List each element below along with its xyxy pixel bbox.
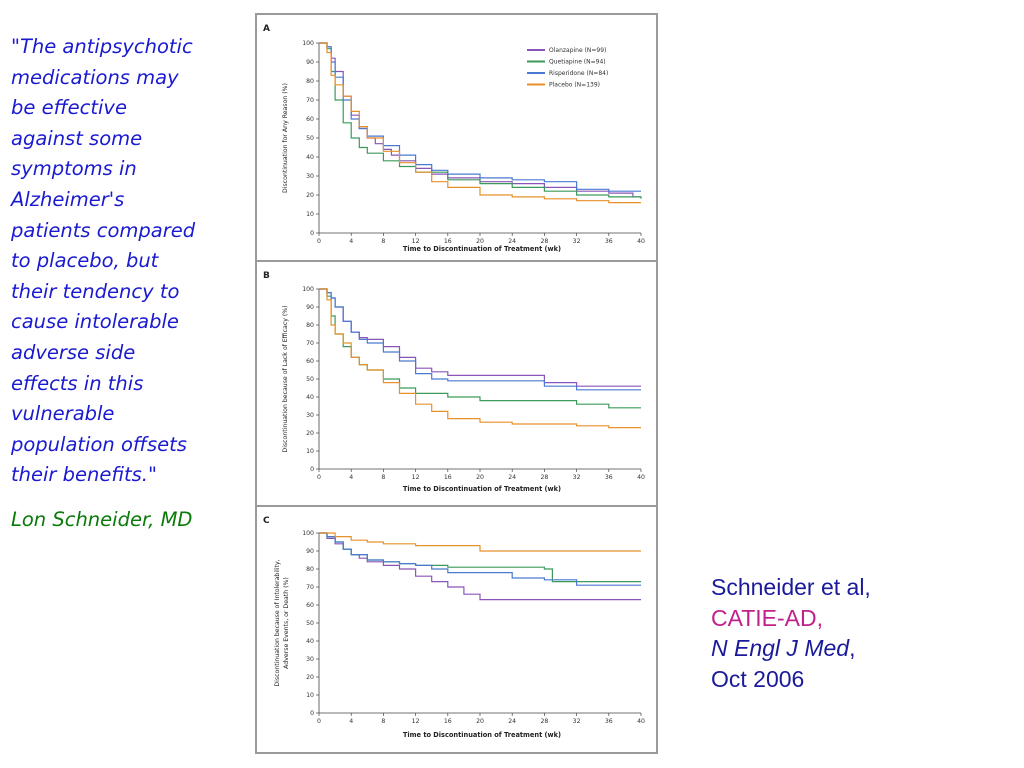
x-tick-label: 32 — [572, 474, 581, 481]
y-tick-label: 70 — [306, 340, 314, 348]
y-tick-label: 90 — [306, 548, 314, 556]
survival-figure — [255, 13, 658, 754]
quote-line: be effective — [11, 96, 127, 120]
chart-panel-a — [257, 15, 656, 260]
chart-panel-c — [257, 507, 656, 752]
quote-line: to placebo, but — [11, 249, 159, 273]
quote-line: population offsets — [11, 432, 187, 456]
x-tick-label: 40 — [637, 474, 645, 481]
y-tick-label: 70 — [306, 97, 314, 105]
y-tick-label: 0 — [310, 230, 314, 238]
x-tick-label: 28 — [540, 718, 549, 725]
x-tick-label: 12 — [411, 238, 420, 245]
x-tick-label: 32 — [572, 238, 581, 245]
legend-label: Placebo (N=139) — [549, 81, 600, 89]
x-tick-label: 0 — [317, 238, 321, 245]
legend-label: Quetiapine (N=94) — [549, 58, 606, 66]
y-tick-label: 70 — [306, 584, 314, 592]
y-tick-label: 30 — [306, 656, 314, 664]
quote-line: vulnerable — [11, 402, 115, 426]
x-tick-label: 12 — [411, 718, 420, 725]
panel-label: B — [263, 271, 270, 281]
x-tick-label: 20 — [476, 474, 484, 481]
citation-journal-line — [711, 633, 871, 664]
y-tick-label: 0 — [310, 466, 314, 474]
y-axis-label: Discontinuation because of Lack of Efficacy (%) — [282, 305, 289, 453]
legend-label: Olanzapine (N=99) — [549, 47, 607, 55]
y-tick-label: 10 — [306, 211, 314, 219]
quote-line: "The antipsychotic — [11, 35, 193, 58]
x-tick-label: 16 — [443, 474, 452, 481]
quote-line: cause intolerable — [11, 310, 179, 334]
y-tick-label: 100 — [302, 286, 314, 294]
y-tick-label: 60 — [306, 358, 314, 366]
x-tick-label: 8 — [381, 718, 386, 725]
x-tick-label: 4 — [349, 474, 354, 481]
panel-label: A — [263, 24, 270, 34]
quote-line: symptoms in — [11, 157, 137, 181]
x-axis-label: Time to Discontinuation of Treatment (wk) — [402, 245, 562, 253]
x-tick-label: 32 — [572, 718, 581, 725]
y-tick-label: 80 — [306, 322, 314, 330]
quote-line: their tendency to — [11, 279, 180, 303]
y-tick-label: 0 — [310, 710, 314, 718]
x-tick-label: 28 — [540, 474, 549, 481]
y-tick-label: 20 — [306, 430, 314, 438]
x-tick-label: 24 — [508, 718, 517, 725]
y-tick-label: 40 — [306, 394, 314, 402]
y-axis-label: Adverse Events, or Death (%) — [283, 577, 290, 669]
y-tick-label: 10 — [306, 448, 314, 456]
x-tick-label: 16 — [443, 238, 452, 245]
y-axis-label: Discontinuation because of Intolerability, — [274, 559, 281, 687]
x-tick-label: 8 — [381, 474, 386, 481]
series-line-risperidone — [319, 289, 641, 390]
citation-authors: Schneider et al, — [711, 574, 871, 600]
quote-line: against some — [11, 126, 143, 150]
series-line-olanzapine — [319, 289, 641, 386]
series-line-placebo — [319, 533, 641, 551]
y-tick-label: 10 — [306, 692, 314, 700]
y-tick-label: 80 — [306, 566, 314, 574]
quote-line: patients compared — [11, 218, 196, 242]
y-axis-label: Discontinuation for Any Reason (%) — [282, 83, 289, 193]
y-tick-label: 40 — [306, 154, 314, 162]
x-tick-label: 12 — [411, 474, 420, 481]
y-tick-label: 90 — [306, 59, 314, 67]
x-tick-label: 36 — [604, 718, 613, 725]
citation-study: CATIE-AD, — [711, 604, 824, 631]
y-tick-label: 50 — [306, 135, 314, 143]
quote-text — [11, 32, 247, 491]
citation-journal: N Engl J Med — [711, 635, 850, 661]
y-tick-label: 50 — [306, 620, 314, 628]
x-tick-label: 36 — [604, 474, 613, 481]
x-tick-label: 24 — [508, 474, 517, 481]
series-line-olanzapine — [319, 533, 641, 600]
quote-line: their benefits." — [11, 463, 157, 487]
x-tick-label: 4 — [349, 238, 354, 245]
y-tick-label: 20 — [306, 192, 314, 200]
y-tick-label: 40 — [306, 638, 314, 646]
x-tick-label: 20 — [476, 718, 484, 725]
chart-panel-b — [257, 262, 656, 505]
x-tick-label: 4 — [349, 718, 354, 725]
y-tick-label: 90 — [306, 304, 314, 312]
x-tick-label: 16 — [443, 718, 452, 725]
y-tick-label: 50 — [306, 376, 314, 384]
x-tick-label: 8 — [381, 238, 386, 245]
x-tick-label: 0 — [317, 718, 321, 725]
citation-journal-suffix: , — [849, 635, 856, 661]
y-tick-label: 100 — [302, 530, 314, 538]
citation-date: Oct 2006 — [711, 665, 805, 692]
x-tick-label: 40 — [637, 238, 645, 245]
quote-line: Alzheimer's — [11, 187, 125, 211]
x-tick-label: 24 — [508, 238, 517, 245]
citation — [711, 572, 871, 694]
x-tick-label: 36 — [604, 238, 613, 245]
y-tick-label: 60 — [306, 602, 314, 610]
x-axis-label: Time to Discontinuation of Treatment (wk) — [402, 485, 562, 493]
y-tick-label: 60 — [306, 116, 314, 124]
x-tick-label: 0 — [317, 474, 321, 481]
y-tick-label: 30 — [306, 412, 314, 420]
series-line-placebo — [319, 289, 641, 428]
quote-line: medications may — [11, 65, 179, 89]
quote-line: effects in this — [11, 371, 144, 395]
quote-line: adverse side — [11, 340, 136, 364]
x-tick-label: 40 — [637, 718, 645, 725]
legend-label: Risperidone (N=84) — [549, 70, 609, 78]
panel-label: C — [263, 516, 270, 526]
y-tick-label: 20 — [306, 674, 314, 682]
x-tick-label: 28 — [540, 238, 549, 245]
x-axis-label: Time to Discontinuation of Treatment (wk) — [402, 731, 562, 739]
y-tick-label: 100 — [302, 40, 314, 48]
x-tick-label: 20 — [476, 238, 484, 245]
quote-author: Lon Schneider, MD — [11, 508, 193, 531]
y-tick-label: 30 — [306, 173, 314, 181]
y-tick-label: 80 — [306, 78, 314, 86]
